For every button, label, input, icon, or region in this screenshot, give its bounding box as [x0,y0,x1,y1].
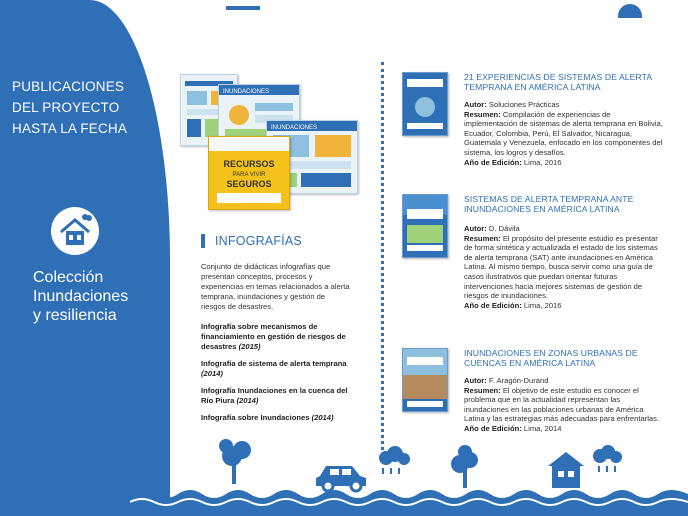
sheet-label: INUNDACIONES [271,125,318,131]
year-label: Año de Edición: [464,157,522,167]
infographic-name: Infografía sobre Inundaciones [201,413,310,422]
collection-title [33,268,173,325]
title-line: PUBLICACIONES [12,79,125,94]
heading-text: INFOGRAFÍAS [215,234,302,248]
heading-marker [201,234,205,248]
publication-year: Lima, 2016 [523,300,562,310]
publication-year: Lima, 2014 [523,423,562,433]
infographic-year: (2014) [201,369,223,378]
publication-cover [402,72,448,136]
publication-summary: Compilación de experiencias de implementación de sistemas de alerta temprana en Bolivia, Ecuador, Colombia, Perú, El Salvador, Nicaragua, Guatemala y Venezuela, enfocado en los componentes del sistema, los logros y desafíos. [464,109,663,157]
house-icon [51,207,99,255]
infographics-list [201,322,359,430]
author-label: Autor: [464,224,487,233]
publication-meta [464,376,664,434]
infographic-year: (2014) [236,396,259,405]
collection-line: Inundaciones [33,288,129,305]
publication-entry [402,194,670,324]
poster-line: PARA VIVIR [232,172,266,178]
infographic-name: Infografía Inundaciones en la cuenca del Río Piura [201,386,348,405]
infographic-year: (2015) [238,342,261,351]
publications-title [12,76,162,139]
collection-line: Colección [33,269,104,286]
publication-cover [402,194,448,258]
summary-label: Resumen: [464,385,501,395]
title-line: HASTA LA FECHA [12,121,128,136]
publication-author: F. Aragón-Durand [488,376,549,385]
author-label: Autor: [464,376,487,385]
collection-line: y resiliencia [33,307,117,324]
publication-title: 21 EXPERIENCIAS DE SISTEMAS DE ALERTA TEMPRANA EN AMÉRICA LATINA [464,72,652,92]
rain-cloud-icon [593,445,622,472]
car-icon [316,466,366,491]
infographics-collage [180,72,360,214]
year-label: Año de Edición: [464,423,522,433]
publication-summary: El objetivo de este estudio es conocer el problema que en la actualidad representan las inundaciones en las poblaciones urbanas de América Latina y las estrategias más adecuadas para enfrentarlas. [464,385,660,424]
publication-author: D. Dávila [488,224,520,233]
infographic-item [201,386,359,406]
infographic-year: (2014) [311,413,334,422]
infographic-item [201,359,359,379]
publication-meta [464,224,664,310]
house-icon [548,452,584,488]
title-line: DEL PROYECTO [12,100,120,115]
publication-entry [402,348,670,448]
publication-author: Soluciones Prácticas [488,100,560,109]
infographic-item [201,322,359,352]
summary-label: Resumen: [464,233,501,243]
year-label: Año de Edición: [464,300,522,310]
infographic-name: Infografía de sistema de alerta temprana [201,359,347,368]
sheet-label: INUNDACIONES [223,89,270,95]
top-bar-mark [226,6,260,10]
infographic-name: Infografía sobre mecanismos de financiamiento en gestión de riesgos de desastres [201,322,346,351]
publication-summary: El propósito del presente estudio es presentar de forma sintética y actualizada el estado de los sistemas de alerta temprana (SAT) ante inundaciones en América Latina. Al mismo tiempo, busca servir como una guía de casos ilustrativos que puedan orientar futuras intervenciones hacia mejores sistemas de gestión de riesgos de inundaciones. [464,233,658,301]
infographics-heading [201,234,302,248]
publication-year: Lima, 2016 [523,157,562,167]
water-wave [130,490,688,516]
recursos-poster [208,136,290,210]
author-label: Autor: [464,100,487,109]
flood-scene [130,438,688,516]
summary-label: Resumen: [464,109,501,119]
publication-cover [402,348,448,412]
publication-title: SISTEMAS DE ALERTA TEMPRANA ANTE INUNDACIONES EN AMÉRICA LATINA [464,194,634,214]
publication-entry [402,72,670,182]
poster-line: SEGUROS [226,179,272,189]
tree-icon [451,445,478,488]
infographic-item [201,413,359,423]
publication-meta [464,100,664,167]
column-divider [381,62,384,450]
publication-title: INUNDACIONES EN ZONAS URBANAS DE CUENCAS EN AMÉRICA LATINA [464,348,638,368]
rain-cloud-icon [379,446,410,474]
logo-icon [618,4,642,18]
tree-icon [219,439,251,484]
poster-line: RECURSOS [223,159,275,169]
infographics-description: Conjunto de didácticas infografías que presentan conceptos, procesos y experiencias en temas relacionados a alerta temprana, inundaciones y gestión de riesgos de desastres. [201,262,350,311]
